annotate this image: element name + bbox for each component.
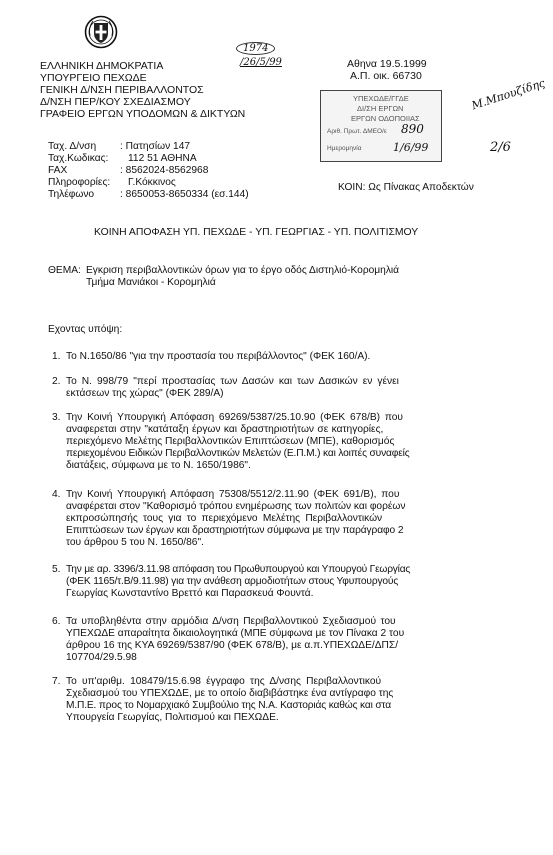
- subject-line: Τμήμα Μανιάκοι - Κορομηλιά: [86, 277, 216, 288]
- subject-line: Εγκριση περιβαλλοντικών όρων για το έργο οδός Διστηλιό-Κορομηλιά: [86, 265, 400, 276]
- stamp-label: Αριθ. Πρωτ. ΔΜΕΟ/ε: [327, 128, 387, 135]
- stamp-label: Ημερομηνία: [327, 145, 362, 152]
- item-line: Επιπτώσεων των έργων και δραστηριοτήτων σύμφωνα με την παράγραφο 2: [66, 525, 404, 536]
- org-line: Δ/ΝΣΗ ΠΕΡ/ΚΟΥ ΣΧΕΔΙΑΣΜΟΥ: [40, 96, 191, 108]
- stamp-line: ΔΙ/ΣΗ ΕΡΓΩΝ: [357, 104, 404, 113]
- item-number: 7.: [52, 676, 61, 687]
- item-number: 3.: [52, 412, 61, 423]
- item-line: αναφερεται στην "κατάταξη έργων και δραστηριοτήτων σε κατηγορίες,: [66, 424, 384, 435]
- received-stamp: [320, 90, 442, 162]
- contact-label: Πληροφορίες:: [48, 177, 111, 188]
- item-line: του άρθρου 5 του Ν. 1650/86".: [66, 537, 204, 548]
- item-3: [52, 412, 409, 472]
- org-line: ΕΛΛΗΝΙΚΗ ΔΗΜΟΚΡΑΤΙΑ: [40, 60, 164, 72]
- document-date: Αθηνα 19.5.1999: [347, 58, 427, 70]
- item-number: 2.: [52, 376, 61, 387]
- item-line: Σχεδιασμού του ΥΠΕΧΩΔΕ, με το οποίο διαβιβάστηκε ένα αντίγραφο της: [66, 688, 394, 699]
- handwritten-side-note: [470, 76, 547, 112]
- handwritten-ref-top: 1974: [236, 42, 275, 55]
- contact-value: : Πατησίων 147: [120, 141, 191, 152]
- contact-value: Γ.Κόκκινος: [128, 177, 176, 188]
- contact-row: [48, 177, 249, 189]
- item-1: [52, 351, 370, 363]
- handwritten-ref: [232, 42, 284, 74]
- contact-label: FAX: [48, 165, 68, 176]
- contact-label: Ταχ. Δ/νση: [48, 141, 97, 152]
- considering-heading: Εχοντας υπόψη:: [48, 324, 123, 335]
- org-header: [40, 60, 245, 120]
- handwritten-ref-bottom: /26/5/99: [240, 57, 282, 68]
- item-line: αναφέρεται στον "Καθορισμό τρόπου ενημέρωσης των πολιτών και φορέων: [66, 501, 406, 512]
- contact-info: [48, 141, 249, 201]
- item-line: Το υπ'αριθμ. 108479/15.6.98 έγγραφο της Δ/νσης Περιβαλλοντικού: [66, 676, 382, 687]
- item-line: Την Κοινή Υπουργική Απόφαση 69269/5387/25.10.90 (ΦΕΚ 678/Β) που: [66, 412, 403, 423]
- item-6: [52, 616, 404, 664]
- stamp-line: ΕΡΓΩΝ ΟΔΟΠΟΙΙΑΣ: [351, 114, 420, 123]
- contact-label: Ταχ.Κωδικας:: [48, 153, 109, 164]
- contact-row: [48, 153, 249, 165]
- item-number: 5.: [52, 564, 61, 575]
- date-protocol: [347, 58, 427, 82]
- contact-label: Τηλέφωνο: [48, 189, 95, 200]
- item-line: εκτάσεων της χώρας" (ΦΕΚ 289/Α): [66, 388, 224, 399]
- protocol-number: Α.Π. οικ. 66730: [350, 70, 422, 82]
- item-line: Τα υποβληθέντα στην αρμόδια Δ/νση Περιβαλλοντικού Σχεδιασμού του: [66, 616, 396, 627]
- org-line: ΥΠΟΥΡΓΕΙΟ ΠΕΧΩΔΕ: [40, 72, 147, 84]
- item-4: [52, 489, 405, 549]
- item-line: (ΦΕΚ 1165/τ.Β/9.11.98) για την ανάθεση αρμοδιοτήτων στους Υφυπουργούς: [66, 576, 399, 587]
- greek-republic-emblem: [84, 12, 118, 52]
- item-line: Την με αρ. 3396/3.11.98 απόφαση του Πρωθυπουργού και Υπουργού Γεωργίας: [66, 564, 411, 575]
- stamp-line: ΥΠΕΧΩΔΕ/ΓΓΔΕ: [353, 94, 409, 103]
- item-line: διατάξεις, σύμφωνα με το Ν. 1650/1986".: [66, 460, 251, 471]
- item-line: Την Κοινή Υπουργική Απόφαση 75308/5512/2.11.90 (ΦΕΚ 691/Β), που: [66, 489, 400, 500]
- handwritten-side-date: 2/6: [490, 140, 511, 155]
- item-2: [52, 376, 399, 400]
- subject-label: ΘΕΜΑ:: [48, 265, 81, 276]
- org-line: ΓΡΑΦΕΙΟ ΕΡΓΩΝ ΥΠΟΔΟΜΩΝ & ΔΙΚΤΥΩΝ: [40, 108, 246, 120]
- contact-value: : 8650053-8650334 (εσ.144): [120, 189, 249, 200]
- item-line: Το Ν. 998/79 "περί προστασίας των Δασών και των Δασικών εν γένει: [66, 376, 399, 387]
- item-line: περιεχόμενο Μελέτης Περιβαλλοντικών Επιπτώσεων (ΜΠΕ), καθορισμός: [66, 436, 395, 447]
- item-7: [52, 676, 393, 724]
- contact-row: [48, 141, 249, 153]
- item-line: εκπροσώπησής τους για το περιεχόμενο Μελέτης Περιβαλλοντικών: [66, 513, 383, 524]
- item-line: Μ.Π.Ε. προς το Νομαρχιακό Συμβούλιο της Ν.Α. Καστοριάς καθώς και στα: [66, 700, 391, 711]
- handwritten-name: Μ.Μπουζίδης: [470, 76, 547, 113]
- item-number: 1.: [52, 351, 61, 362]
- item-line: περιεχομένου Ειδικών Περιβαλλοντικών Μελετών (Ε.Π.Μ.) και λοιπές συναφείς: [66, 448, 410, 459]
- decision-title: ΚΟΙΝΗ ΑΠΟΦΑΣΗ ΥΠ. ΠΕΧΩΔΕ - ΥΠ. ΓΕΩΡΓΙΑΣ - ΥΠ. ΠΟΛΙΤΙΣΜΟΥ: [94, 227, 419, 238]
- item-number: 6.: [52, 616, 61, 627]
- item-5: [52, 564, 410, 600]
- stamp-date: 1/6/99: [393, 141, 429, 154]
- item-line: 107704/29.5.98: [66, 652, 137, 663]
- recipients-note: ΚΟΙΝ: Ως Πίνακας Αποδεκτών: [338, 182, 474, 193]
- contact-value: : 8562024-8562968: [120, 165, 209, 176]
- org-line: ΓΕΝΙΚΗ Δ/ΝΣΗ ΠΕΡΙΒΑΛΛΟΝΤΟΣ: [40, 84, 204, 96]
- item-line: Γεωργίας Κωνσταντίνο Βρεττό και Παρασκευά Φουντά.: [66, 588, 314, 599]
- contact-row: [48, 165, 249, 177]
- contact-value: 112 51 ΑΘΗΝΑ: [128, 153, 197, 164]
- item-line: ΥΠΕΧΩΔΕ απαραίτητα δικαιολογητικά (ΜΠΕ σύμφωνα με τον Πίνακα 2 του: [66, 628, 405, 639]
- stamp-number: 890: [401, 122, 424, 136]
- contact-row: [48, 189, 249, 201]
- item-line: Το Ν.1650/86 "για την προστασία του περιβάλλοντος" (ΦΕΚ 160/Α).: [66, 351, 371, 362]
- item-number: 4.: [52, 489, 61, 500]
- item-line: άρθρου 16 της ΚΥΑ 69269/5387/90 (ΦΕΚ 678/Β), με α.π.ΥΠΕΧΩΔΕ/ΔΠΣ/: [66, 640, 399, 651]
- subject: [48, 265, 399, 289]
- item-line: Υπουργεία Γεωργίας, Πολιτισμού και ΠΕΧΩΔΕ.: [66, 712, 279, 723]
